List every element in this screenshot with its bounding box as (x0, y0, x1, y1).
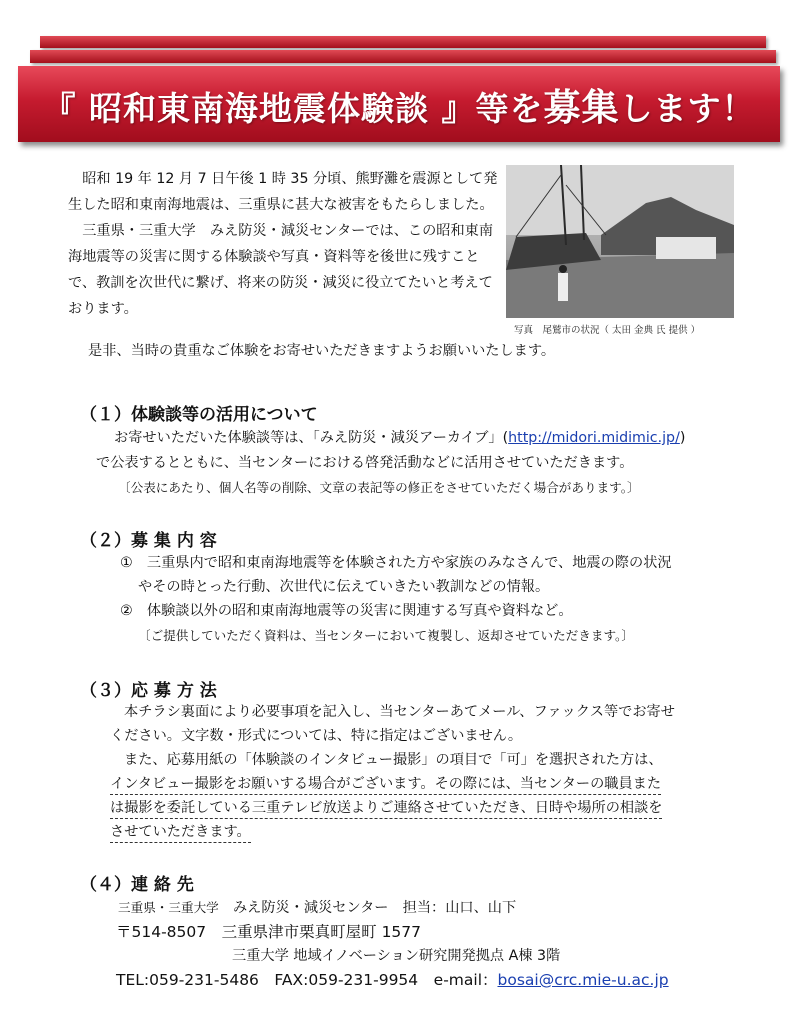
historical-photo (506, 165, 734, 318)
section3-line (110, 822, 251, 842)
section3-line (110, 798, 662, 818)
postal-code: 〒514-8507 (116, 923, 207, 941)
banner-decor-stripe (40, 36, 766, 48)
email-link[interactable]: bosai@crc.mie-u.ac.jp (497, 971, 669, 989)
intro-text (68, 166, 498, 322)
list-item: ① 三重県内で昭和東南海地震等を体験された方や家族のみなさんで、地震の際の状況 (120, 555, 672, 571)
underlined-text: させていただきます。 (110, 824, 251, 843)
underlined-text: は撮影を委託している三重テレビ放送よりご連絡させていただき、日時や場所の相談を (110, 800, 662, 819)
section1-note: 〔公表にあたり、個人名等の削除、文章の表記等の修正をさせていただく場合があります。〕 (118, 480, 640, 495)
list-item: ② 体験談以外の昭和東南海地震等の災害に関連する写真や資料など。 (120, 603, 573, 619)
contact-phone-email (116, 970, 669, 990)
org-name-small: 三重県・三重大学 (118, 900, 219, 915)
section3-line: ください。文字数・形式については、特に指定はございません。 (110, 728, 523, 744)
section1-line: で公表するとともに、当センターにおける啓発活動などに活用させていただきます。 (96, 455, 634, 471)
text-run: お寄せいただいた体験談等は、「みえ防災・減災アーカイブ」( (114, 430, 509, 446)
archive-link[interactable]: http://midori.midimic.jp/ (508, 430, 680, 446)
section3-line (110, 774, 661, 794)
text-run: ) (679, 430, 686, 446)
section-title: （４）連 絡 先 (80, 875, 194, 895)
contact-org (118, 898, 516, 918)
section3-line: 本チラシ裏面により必要事項を記入し、当センターあてメール、ファックス等でお寄せ (124, 704, 675, 720)
section2-note: 〔ご提供していただく資料は、当センターにおいて複製し、返却させていただきます。〕 (138, 628, 634, 643)
tel-fax: TEL:059-231-5486 FAX:059-231-9954 e-mail： (116, 971, 498, 989)
org-name: みえ防災・減災センター 担当：山口、山下 (232, 900, 517, 916)
intro-paragraph: 昭和 19 年 12 月 7 日午後 1 時 35 分頃、熊野灘を震源として発生した昭和東南海地震は、三重県に甚大な被害をもたらしました。 (68, 171, 498, 213)
page-title (43, 77, 756, 131)
photo-caption: 写真 尾鷲市の状況（ 太田 金典 氏 提供 ） (514, 325, 701, 336)
title-part: します！ (619, 89, 756, 128)
section3-line: また、応募用紙の「体験談のインタビュー撮影」の項目で「可」を選択された方は、 (124, 752, 663, 768)
title-part: 『 昭和東南海地震体験談 』等を (42, 89, 544, 128)
intro-paragraph: 三重県・三重大学 みえ防災・減災センターでは、この昭和東南海地震等の災害に関する体験談や写真・資料等を後世に残すことで、教訓を次世代に繋げ、将来の防災・減災に役立てたいと考えております。 (68, 223, 494, 317)
list-item-continuation: やその時とった行動、次世代に伝えていきたい教訓などの情報。 (138, 579, 550, 595)
closing-line: 是非、当時の貴重なご体験をお寄せいただきますようお願いいたします。 (88, 343, 556, 359)
contact-address (116, 922, 421, 942)
title-banner (18, 66, 780, 142)
section-title: （１）体験談等の活用について (80, 405, 318, 425)
banner-decor-stripe (30, 50, 776, 63)
section-title: （３）応 募 方 法 (80, 681, 217, 701)
street-address: 三重県津市栗真町屋町 1577 (221, 923, 422, 941)
contact-building: 三重大学 地域イノベーション研究開発拠点 A棟 3階 (232, 948, 561, 964)
section1-line (114, 428, 685, 448)
section-title: （２）募 集 内 容 (80, 531, 217, 551)
title-emphasis: 募集 (543, 86, 620, 129)
underlined-text: インタビュー撮影をお願いする場合がございます。その際には、当センターの職員また (110, 776, 661, 795)
